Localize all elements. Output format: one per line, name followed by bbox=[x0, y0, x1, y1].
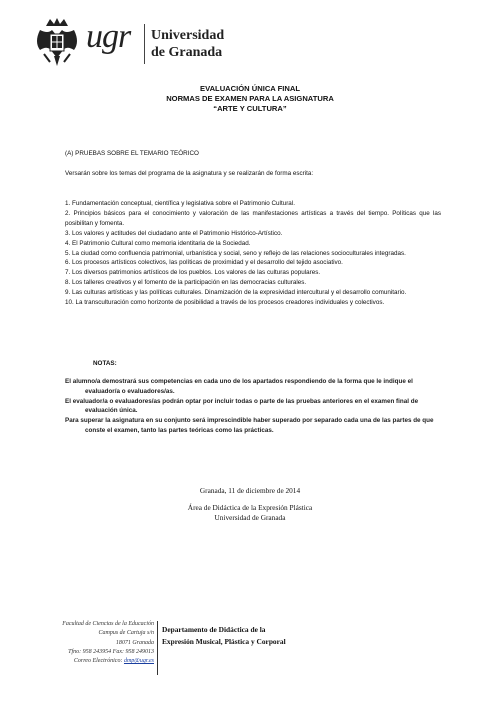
footer-email-row bbox=[20, 657, 154, 666]
note-item: El evaluador/a o evaluadores/as podrán optar por incluir todas o parte de las pruebas anteriores en el examen final de evaluación única. bbox=[65, 397, 419, 415]
university-name bbox=[151, 27, 224, 61]
topic-list bbox=[65, 199, 441, 308]
footer-address bbox=[20, 620, 154, 666]
topic-item: 3. Los valores y actitudes del ciudadano ante el Patrimonio Histórico-Artístico. bbox=[65, 229, 283, 237]
topic-item: 10. La transculturación como horizonte de posibilidad a través de los procesos creadores individuales y colectivos. bbox=[65, 299, 385, 307]
section-a-heading: (A) PRUEBAS SOBRE EL TEMARIO TEÓRICO bbox=[65, 150, 199, 157]
footer-email-label: Correo Electrónico: bbox=[73, 658, 123, 665]
signature-line-1: Área de Didáctica de la Expresión Plástica bbox=[187, 503, 313, 512]
university-crest-icon bbox=[32, 16, 82, 68]
footer-phone: Tfno: 958 243954 Fax: 958 249013 bbox=[68, 648, 154, 655]
topic-item: 4. El Patrimonio Cultural como memoria identitaria de la Sociedad. bbox=[65, 239, 251, 247]
topic-item: 7. Los diversos patrimonios artísticos de los pueblos. Los valores de las culturas populares. bbox=[65, 269, 321, 277]
topic-item: 5. La ciudad como confluencia patrimonial, urbanística y social, seno y reflejo de las relaciones socioculturales integradas. bbox=[65, 249, 406, 257]
notes-title: NOTAS: bbox=[93, 360, 117, 367]
topic-item: 6. Los procesos artísticos colectivos, las políticas de proximidad y el desarrollo del tejido asociativo. bbox=[65, 259, 343, 267]
university-logo bbox=[32, 16, 232, 72]
topic-item: 9. Las culturas artísticas y las políticas culturales. Dinamización de la expresividad intercultural y el desarrollo comunitario. bbox=[65, 289, 407, 297]
document-title bbox=[0, 84, 500, 114]
footer-divider bbox=[157, 621, 158, 675]
university-name-line2: de Granada bbox=[151, 45, 223, 60]
ugr-logo-text: ugr bbox=[86, 18, 131, 55]
footer-email-link[interactable]: dmp@ugr.es bbox=[123, 658, 154, 665]
topic-item: 2. Principios básicos para el conocimiento y valoración de las manifestaciones artísticas a través del tiempo. Políticas que las posibilitan y fomenta. bbox=[65, 209, 441, 227]
title-line-3: “ARTE Y CULTURA” bbox=[213, 104, 287, 113]
signature-block bbox=[0, 486, 500, 522]
title-line-1: EVALUACIÓN ÚNICA FINAL bbox=[200, 84, 300, 93]
footer-department bbox=[162, 624, 286, 648]
footer-address-line3: 18071 Granada bbox=[115, 639, 154, 646]
section-a-intro: Versarán sobre los temas del programa de la asignatura y se realizarán de forma escrita: bbox=[65, 170, 314, 177]
note-item: El alumno/a demostrará sus competencias en cada uno de los apartados respondiendo de la forma que le indique el evaluador/a o evaluadores/as. bbox=[65, 378, 413, 395]
signature-date: Granada, 11 de diciembre de 2014 bbox=[199, 486, 301, 495]
title-line-2: NORMAS DE EXAMEN PARA LA ASIGNATURA bbox=[166, 94, 334, 103]
note-item: Para superar la asignatura en su conjunto será imprescindible haber superado por separado cada una de las partes de que conste el examen, tanto las partes teóricas como las prácticas. bbox=[65, 417, 434, 434]
footer-department-line1: Departamento de Didáctica de la bbox=[162, 625, 266, 634]
footer-department-line2: Expresión Musical, Plástica y Corporal bbox=[162, 637, 286, 646]
university-name-line1: Universidad bbox=[151, 28, 225, 43]
signature-line-2: Universidad de Granada bbox=[214, 512, 286, 522]
notes-list bbox=[65, 377, 441, 436]
topic-item: 1. Fundamentación conceptual, científica y legislativa sobre el Patrimonio Cultural. bbox=[65, 200, 295, 207]
logo-divider bbox=[144, 24, 145, 64]
topic-item: 8. Los talleres creativos y el fomento de la participación en las democracias culturales. bbox=[65, 279, 307, 287]
footer-address-line1: Facultad de Ciencias de la Educación bbox=[62, 621, 154, 627]
footer-address-line2: Campus de Cartuja s/n bbox=[98, 630, 154, 637]
